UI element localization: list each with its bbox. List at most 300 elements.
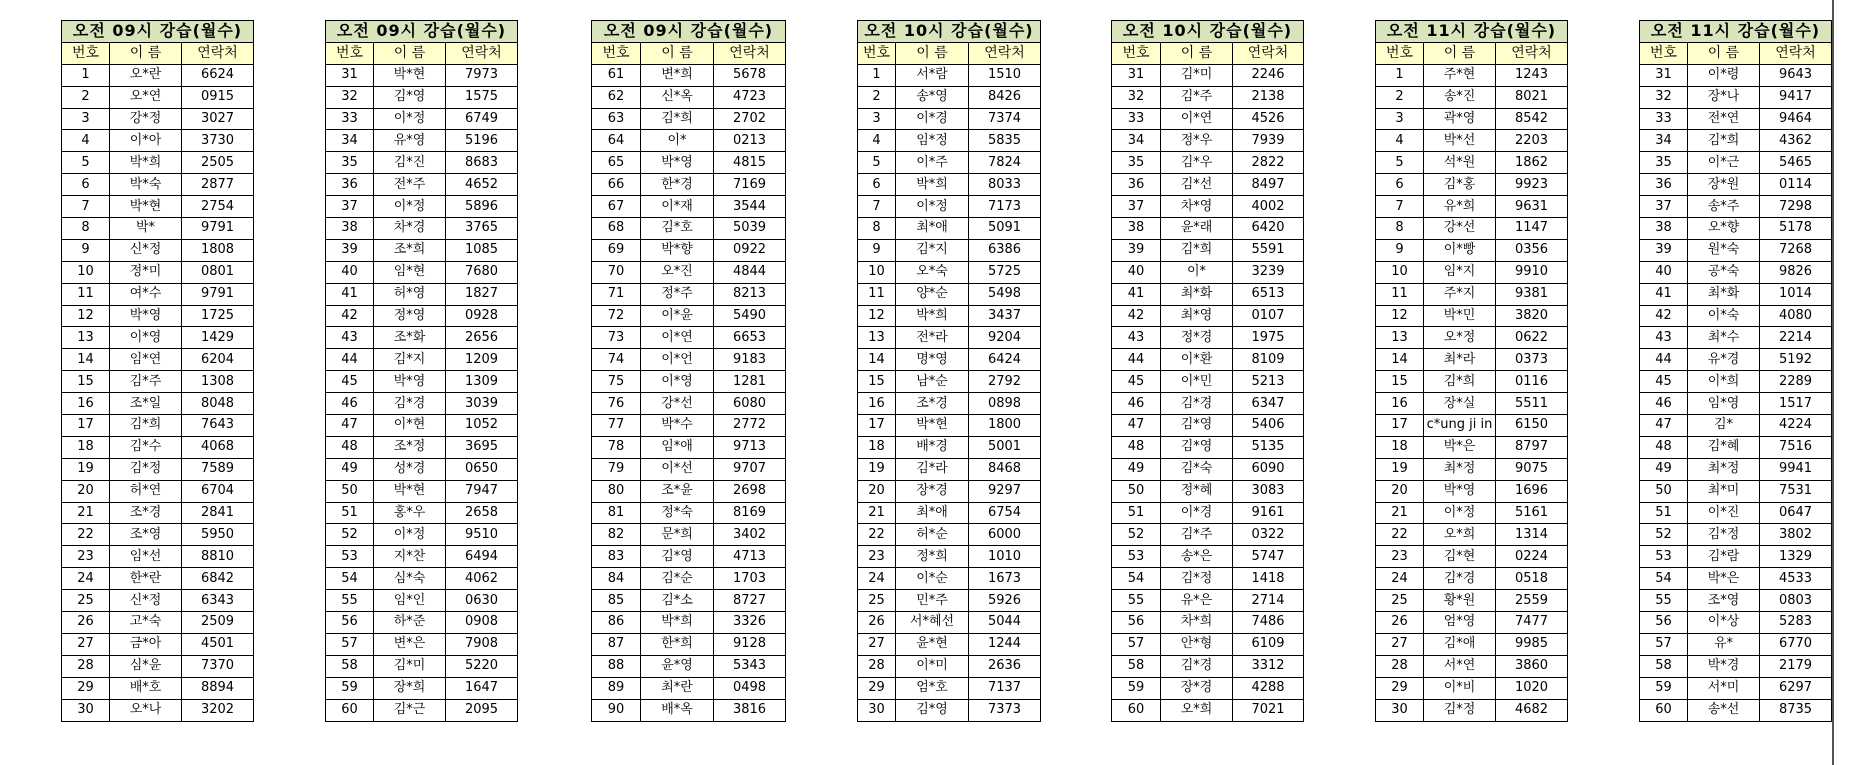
row-number: 25 bbox=[62, 590, 110, 612]
roster-table-7 bbox=[1639, 20, 1832, 722]
table-row bbox=[1640, 612, 1832, 634]
table-row bbox=[1376, 546, 1568, 568]
member-name: 원*숙 bbox=[1688, 239, 1760, 261]
row-number: 12 bbox=[1376, 305, 1424, 327]
member-contact: 4844 bbox=[714, 261, 786, 283]
row-number: 38 bbox=[326, 218, 374, 240]
member-name: 송*주 bbox=[1688, 196, 1760, 218]
table-row bbox=[592, 502, 786, 524]
table-row bbox=[1112, 568, 1304, 590]
table-row bbox=[62, 130, 254, 152]
row-number: 36 bbox=[1112, 174, 1161, 196]
member-contact: 6653 bbox=[714, 327, 786, 349]
table-row bbox=[592, 699, 786, 721]
row-number: 75 bbox=[592, 371, 641, 393]
row-number: 57 bbox=[1640, 633, 1688, 655]
member-contact: 0650 bbox=[446, 458, 518, 480]
table-row bbox=[62, 633, 254, 655]
member-contact: 7589 bbox=[182, 458, 254, 480]
member-contact: 9183 bbox=[714, 349, 786, 371]
member-name: 송*은 bbox=[1161, 546, 1233, 568]
table-row bbox=[858, 130, 1041, 152]
member-contact: 1314 bbox=[1496, 524, 1568, 546]
table-row bbox=[62, 108, 254, 130]
member-name: 석*원 bbox=[1424, 152, 1496, 174]
row-number: 53 bbox=[1112, 546, 1161, 568]
member-name: 오*진 bbox=[641, 261, 714, 283]
row-number: 2 bbox=[62, 86, 110, 108]
member-name: 박*민 bbox=[1424, 305, 1496, 327]
member-contact: 4362 bbox=[1760, 130, 1832, 152]
table-row bbox=[592, 261, 786, 283]
row-number: 48 bbox=[1640, 436, 1688, 458]
member-contact: 2289 bbox=[1760, 371, 1832, 393]
member-name: 박*희 bbox=[110, 152, 182, 174]
row-number: 21 bbox=[62, 502, 110, 524]
member-contact: 3820 bbox=[1496, 305, 1568, 327]
table-row bbox=[1640, 458, 1832, 480]
table-row bbox=[326, 108, 518, 130]
member-name: 오*연 bbox=[110, 86, 182, 108]
member-contact: 2505 bbox=[182, 152, 254, 174]
member-contact: 8109 bbox=[1233, 349, 1304, 371]
member-name: 김*근 bbox=[374, 699, 446, 721]
table-row bbox=[1640, 590, 1832, 612]
table-row bbox=[1112, 130, 1304, 152]
row-number: 23 bbox=[62, 546, 110, 568]
table-row bbox=[326, 86, 518, 108]
table-row bbox=[326, 458, 518, 480]
col-header-no: 번호 bbox=[1640, 42, 1688, 64]
table-row bbox=[1112, 371, 1304, 393]
member-contact: 1647 bbox=[446, 677, 518, 699]
table-row bbox=[62, 327, 254, 349]
row-number: 8 bbox=[1376, 218, 1424, 240]
row-number: 55 bbox=[326, 590, 374, 612]
member-name: 이*정 bbox=[896, 196, 969, 218]
member-contact: 6347 bbox=[1233, 393, 1304, 415]
col-header-contact: 연락처 bbox=[1233, 42, 1304, 64]
member-name: 차*희 bbox=[1161, 612, 1233, 634]
member-contact: 5001 bbox=[969, 436, 1041, 458]
member-contact: 1308 bbox=[182, 371, 254, 393]
member-contact: 7947 bbox=[446, 480, 518, 502]
row-number: 87 bbox=[592, 633, 641, 655]
row-number: 39 bbox=[1112, 239, 1161, 261]
table-row bbox=[326, 349, 518, 371]
member-name: 유*영 bbox=[374, 130, 446, 152]
member-contact: 0498 bbox=[714, 677, 786, 699]
row-number: 21 bbox=[858, 502, 896, 524]
row-number: 45 bbox=[1640, 371, 1688, 393]
row-number: 18 bbox=[1376, 436, 1424, 458]
table-title: 오전 09시 강습(월수) bbox=[62, 21, 254, 43]
member-contact: 3730 bbox=[182, 130, 254, 152]
member-name: 김*주 bbox=[110, 371, 182, 393]
member-contact: 0801 bbox=[182, 261, 254, 283]
member-contact: 5896 bbox=[446, 196, 518, 218]
row-number: 3 bbox=[1376, 108, 1424, 130]
row-number: 54 bbox=[1640, 568, 1688, 590]
member-contact: 7137 bbox=[969, 677, 1041, 699]
row-number: 8 bbox=[858, 218, 896, 240]
row-number: 25 bbox=[858, 590, 896, 612]
member-name: 이*순 bbox=[896, 568, 969, 590]
row-number: 6 bbox=[858, 174, 896, 196]
member-name: 임*지 bbox=[1424, 261, 1496, 283]
row-number: 47 bbox=[1112, 415, 1161, 437]
member-name: 박*희 bbox=[641, 612, 714, 634]
table-row bbox=[592, 590, 786, 612]
row-number: 77 bbox=[592, 415, 641, 437]
member-contact: 3239 bbox=[1233, 261, 1304, 283]
member-contact: 6420 bbox=[1233, 218, 1304, 240]
member-contact: 3202 bbox=[182, 699, 254, 721]
member-contact: 9128 bbox=[714, 633, 786, 655]
member-name: 오*향 bbox=[1688, 218, 1760, 240]
member-contact: 5835 bbox=[969, 130, 1041, 152]
member-contact: 8021 bbox=[1496, 86, 1568, 108]
row-number: 45 bbox=[326, 371, 374, 393]
table-row bbox=[858, 196, 1041, 218]
row-number: 44 bbox=[326, 349, 374, 371]
member-name: 이*진 bbox=[1688, 502, 1760, 524]
member-contact: 5950 bbox=[182, 524, 254, 546]
member-name: 이*숙 bbox=[1688, 305, 1760, 327]
row-number: 27 bbox=[1376, 633, 1424, 655]
member-contact: 7908 bbox=[446, 633, 518, 655]
row-number: 86 bbox=[592, 612, 641, 634]
member-name: 박* bbox=[110, 218, 182, 240]
member-name: 송*영 bbox=[896, 86, 969, 108]
row-number: 2 bbox=[858, 86, 896, 108]
member-contact: 9297 bbox=[969, 480, 1041, 502]
table-row bbox=[592, 130, 786, 152]
member-name: 변*은 bbox=[374, 633, 446, 655]
member-contact: 1808 bbox=[182, 239, 254, 261]
row-number: 27 bbox=[858, 633, 896, 655]
member-contact: 1014 bbox=[1760, 283, 1832, 305]
table-row bbox=[1376, 196, 1568, 218]
member-name: 전*연 bbox=[1688, 108, 1760, 130]
member-name: 김* bbox=[1688, 415, 1760, 437]
member-contact: 5591 bbox=[1233, 239, 1304, 261]
member-contact: 2559 bbox=[1496, 590, 1568, 612]
table-row bbox=[858, 633, 1041, 655]
table-row bbox=[1112, 546, 1304, 568]
table-row bbox=[1376, 64, 1568, 86]
table-row bbox=[62, 239, 254, 261]
member-contact: 3039 bbox=[446, 393, 518, 415]
roster-table-3 bbox=[591, 20, 786, 722]
table-row bbox=[326, 305, 518, 327]
row-number: 40 bbox=[1640, 261, 1688, 283]
member-contact: 0114 bbox=[1760, 174, 1832, 196]
member-contact: 5091 bbox=[969, 218, 1041, 240]
row-number: 20 bbox=[1376, 480, 1424, 502]
member-contact: 4062 bbox=[446, 568, 518, 590]
member-name: 유*은 bbox=[1161, 590, 1233, 612]
member-contact: 8497 bbox=[1233, 174, 1304, 196]
table-row bbox=[858, 349, 1041, 371]
member-contact: 2179 bbox=[1760, 655, 1832, 677]
table-title: 오전 09시 강습(월수) bbox=[326, 21, 518, 43]
row-number: 17 bbox=[62, 415, 110, 437]
table-row bbox=[1640, 196, 1832, 218]
member-name: 김*경 bbox=[1161, 655, 1233, 677]
table-row bbox=[326, 130, 518, 152]
row-number: 40 bbox=[326, 261, 374, 283]
member-name: 황*원 bbox=[1424, 590, 1496, 612]
member-contact: 4682 bbox=[1496, 699, 1568, 721]
member-name: 엄*호 bbox=[896, 677, 969, 699]
row-number: 35 bbox=[1112, 152, 1161, 174]
row-number: 30 bbox=[1376, 699, 1424, 721]
member-name: 장*실 bbox=[1424, 393, 1496, 415]
row-number: 36 bbox=[326, 174, 374, 196]
row-number: 18 bbox=[62, 436, 110, 458]
member-name: 김*희 bbox=[641, 108, 714, 130]
table-row bbox=[592, 305, 786, 327]
row-number: 54 bbox=[1112, 568, 1161, 590]
member-contact: 7268 bbox=[1760, 239, 1832, 261]
member-contact: 7643 bbox=[182, 415, 254, 437]
member-name: 강*선 bbox=[1424, 218, 1496, 240]
row-number: 31 bbox=[1112, 64, 1161, 86]
member-name: 최*란 bbox=[641, 677, 714, 699]
member-name: 장*원 bbox=[1688, 174, 1760, 196]
col-header-name: 이 름 bbox=[110, 42, 182, 64]
member-name: 오*나 bbox=[110, 699, 182, 721]
table-row bbox=[1376, 655, 1568, 677]
table-row bbox=[326, 590, 518, 612]
row-number: 34 bbox=[326, 130, 374, 152]
member-contact: 9910 bbox=[1496, 261, 1568, 283]
member-contact: 9941 bbox=[1760, 458, 1832, 480]
member-contact: 6624 bbox=[182, 64, 254, 86]
member-name: 김*미 bbox=[1161, 64, 1233, 86]
row-number: 13 bbox=[1376, 327, 1424, 349]
table-row bbox=[1376, 415, 1568, 437]
member-contact: 5135 bbox=[1233, 436, 1304, 458]
table-row bbox=[1376, 480, 1568, 502]
member-contact: 9417 bbox=[1760, 86, 1832, 108]
member-contact: 9713 bbox=[714, 436, 786, 458]
member-contact: 7531 bbox=[1760, 480, 1832, 502]
member-name: 박*희 bbox=[896, 305, 969, 327]
row-number: 49 bbox=[1640, 458, 1688, 480]
row-number: 2 bbox=[1376, 86, 1424, 108]
member-name: 조*희 bbox=[374, 239, 446, 261]
member-name: 김*희 bbox=[1424, 371, 1496, 393]
member-contact: 1800 bbox=[969, 415, 1041, 437]
table-row bbox=[1640, 502, 1832, 524]
member-contact: 7939 bbox=[1233, 130, 1304, 152]
member-name: 유*경 bbox=[1688, 349, 1760, 371]
table-row bbox=[62, 590, 254, 612]
row-number: 15 bbox=[62, 371, 110, 393]
member-name: 조*경 bbox=[896, 393, 969, 415]
table-row bbox=[592, 393, 786, 415]
member-name: 배*호 bbox=[110, 677, 182, 699]
member-name: 이*윤 bbox=[641, 305, 714, 327]
member-name: 주*현 bbox=[1424, 64, 1496, 86]
member-contact: 6749 bbox=[446, 108, 518, 130]
member-contact: 3816 bbox=[714, 699, 786, 721]
table-row bbox=[62, 218, 254, 240]
row-number: 5 bbox=[1376, 152, 1424, 174]
col-header-contact: 연락처 bbox=[1496, 42, 1568, 64]
member-name: 엄*영 bbox=[1424, 612, 1496, 634]
table-row bbox=[1376, 677, 1568, 699]
row-number: 44 bbox=[1112, 349, 1161, 371]
member-contact: 9161 bbox=[1233, 502, 1304, 524]
member-name: 신*정 bbox=[110, 239, 182, 261]
member-name: 임*영 bbox=[1688, 393, 1760, 415]
member-contact: 6343 bbox=[182, 590, 254, 612]
table-row bbox=[858, 239, 1041, 261]
member-contact: 3083 bbox=[1233, 480, 1304, 502]
row-number: 10 bbox=[62, 261, 110, 283]
row-number: 54 bbox=[326, 568, 374, 590]
table-row bbox=[1376, 108, 1568, 130]
member-contact: 2822 bbox=[1233, 152, 1304, 174]
table-row bbox=[326, 415, 518, 437]
member-name: 오*정 bbox=[1424, 327, 1496, 349]
member-name: 유*희 bbox=[1424, 196, 1496, 218]
row-number: 89 bbox=[592, 677, 641, 699]
row-number: 28 bbox=[1376, 655, 1424, 677]
row-number: 1 bbox=[62, 64, 110, 86]
table-row bbox=[858, 371, 1041, 393]
row-number: 55 bbox=[1640, 590, 1688, 612]
table-row bbox=[1112, 305, 1304, 327]
row-number: 53 bbox=[326, 546, 374, 568]
member-name: 조*영 bbox=[1688, 590, 1760, 612]
member-contact: 5192 bbox=[1760, 349, 1832, 371]
table-row bbox=[858, 283, 1041, 305]
member-contact: 4526 bbox=[1233, 108, 1304, 130]
table-row bbox=[1376, 590, 1568, 612]
row-number: 10 bbox=[858, 261, 896, 283]
member-contact: 6080 bbox=[714, 393, 786, 415]
row-number: 4 bbox=[858, 130, 896, 152]
member-name: 최*애 bbox=[896, 502, 969, 524]
table-row bbox=[62, 152, 254, 174]
table-row bbox=[592, 174, 786, 196]
table-row bbox=[592, 568, 786, 590]
col-header-contact: 연락처 bbox=[1760, 42, 1832, 64]
member-name: 이* bbox=[1161, 261, 1233, 283]
row-number: 67 bbox=[592, 196, 641, 218]
table-row bbox=[1376, 568, 1568, 590]
row-number: 15 bbox=[1376, 371, 1424, 393]
table-row bbox=[592, 677, 786, 699]
table-row bbox=[326, 502, 518, 524]
member-name: 김*희 bbox=[1161, 239, 1233, 261]
row-number: 53 bbox=[1640, 546, 1688, 568]
table-row bbox=[592, 64, 786, 86]
table-row bbox=[326, 261, 518, 283]
row-number: 8 bbox=[62, 218, 110, 240]
member-contact: 5498 bbox=[969, 283, 1041, 305]
member-contact: 1975 bbox=[1233, 327, 1304, 349]
member-contact: 2203 bbox=[1496, 130, 1568, 152]
member-contact: 2509 bbox=[182, 612, 254, 634]
member-contact: 1085 bbox=[446, 239, 518, 261]
roster-table-2 bbox=[325, 20, 518, 722]
member-contact: 1329 bbox=[1760, 546, 1832, 568]
row-number: 19 bbox=[858, 458, 896, 480]
row-number: 17 bbox=[858, 415, 896, 437]
member-name: 양*순 bbox=[896, 283, 969, 305]
table-row bbox=[1640, 261, 1832, 283]
row-number: 7 bbox=[1376, 196, 1424, 218]
col-header-no: 번호 bbox=[1112, 42, 1161, 64]
row-number: 39 bbox=[326, 239, 374, 261]
row-number: 84 bbox=[592, 568, 641, 590]
member-name: 박*숙 bbox=[110, 174, 182, 196]
table-row bbox=[1640, 524, 1832, 546]
member-contact: 2138 bbox=[1233, 86, 1304, 108]
row-number: 37 bbox=[1640, 196, 1688, 218]
table-row bbox=[62, 261, 254, 283]
row-number: 56 bbox=[1112, 612, 1161, 634]
member-contact: 9643 bbox=[1760, 64, 1832, 86]
member-contact: 7173 bbox=[969, 196, 1041, 218]
member-name: 김*혜 bbox=[1688, 436, 1760, 458]
member-name: 김*영 bbox=[896, 699, 969, 721]
table-row bbox=[858, 699, 1041, 721]
member-contact: 3312 bbox=[1233, 655, 1304, 677]
table-row bbox=[326, 655, 518, 677]
table-row bbox=[592, 239, 786, 261]
row-number: 90 bbox=[592, 699, 641, 721]
row-number: 52 bbox=[1112, 524, 1161, 546]
member-name: 박*희 bbox=[896, 174, 969, 196]
member-contact: 9510 bbox=[446, 524, 518, 546]
member-contact: 4501 bbox=[182, 633, 254, 655]
row-number: 3 bbox=[62, 108, 110, 130]
member-contact: 5926 bbox=[969, 590, 1041, 612]
member-contact: 4713 bbox=[714, 546, 786, 568]
table-row bbox=[62, 86, 254, 108]
member-contact: 8169 bbox=[714, 502, 786, 524]
member-contact: 5678 bbox=[714, 64, 786, 86]
member-contact: 9707 bbox=[714, 458, 786, 480]
member-name: 금*아 bbox=[110, 633, 182, 655]
member-contact: 1827 bbox=[446, 283, 518, 305]
member-contact: 3402 bbox=[714, 524, 786, 546]
col-header-no: 번호 bbox=[592, 42, 641, 64]
table-row bbox=[62, 458, 254, 480]
member-name: 김*경 bbox=[1424, 568, 1496, 590]
row-number: 22 bbox=[1376, 524, 1424, 546]
member-name: 최*정 bbox=[1688, 458, 1760, 480]
member-contact: 0928 bbox=[446, 305, 518, 327]
member-contact: 9075 bbox=[1496, 458, 1568, 480]
member-contact: 0373 bbox=[1496, 349, 1568, 371]
row-number: 36 bbox=[1640, 174, 1688, 196]
member-name: 이*상 bbox=[1688, 612, 1760, 634]
member-contact: 7370 bbox=[182, 655, 254, 677]
member-contact: 0322 bbox=[1233, 524, 1304, 546]
member-name: c*ung ji in bbox=[1424, 415, 1496, 437]
member-name: 정*미 bbox=[110, 261, 182, 283]
member-contact: 4815 bbox=[714, 152, 786, 174]
member-contact: 9923 bbox=[1496, 174, 1568, 196]
member-contact: 8033 bbox=[969, 174, 1041, 196]
